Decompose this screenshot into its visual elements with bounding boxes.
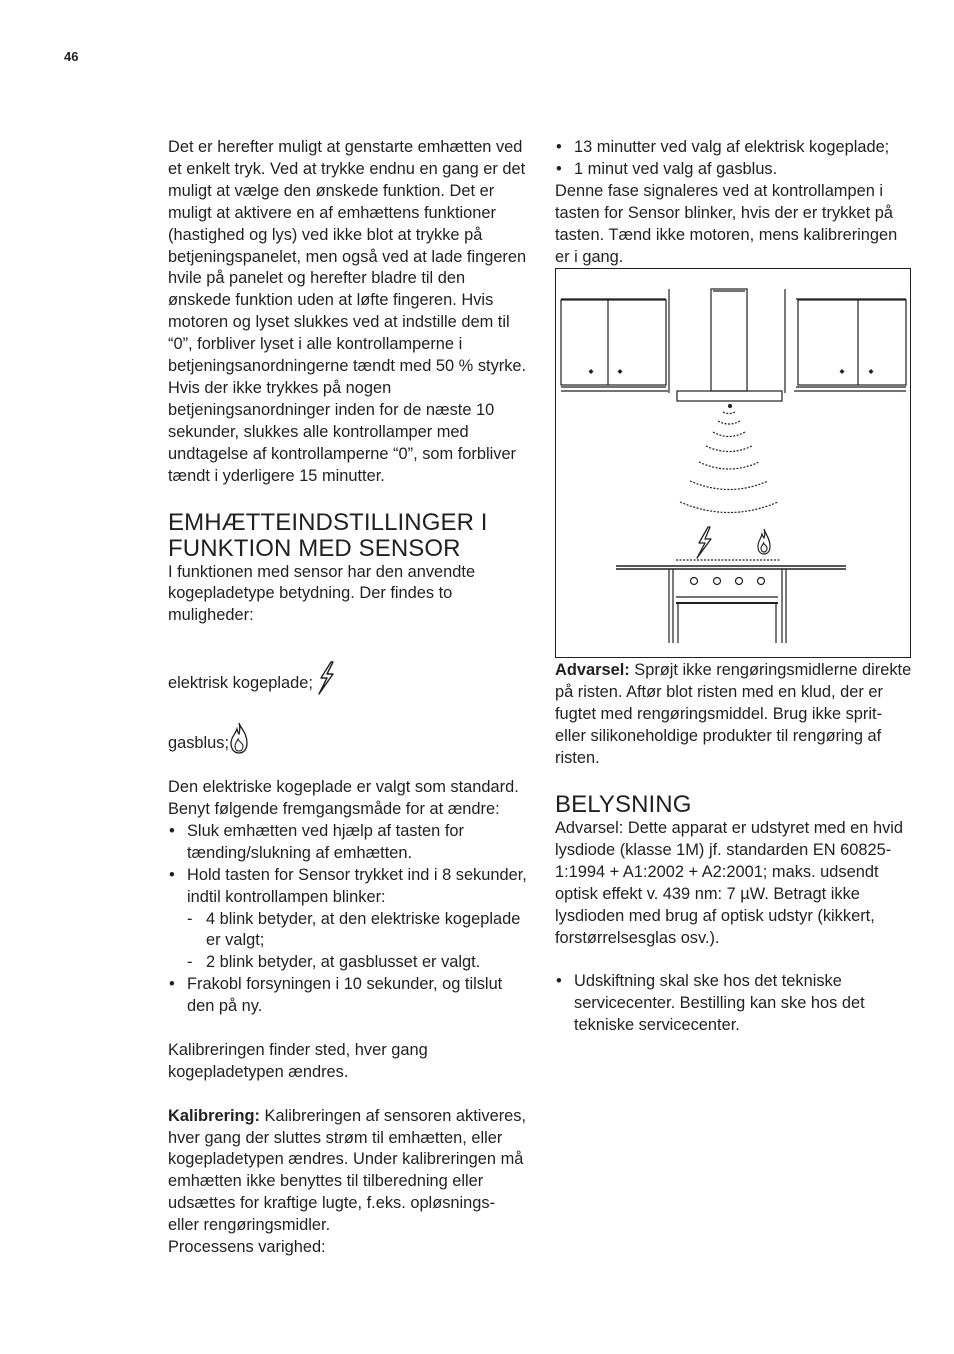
step-text: Frakobl forsyningen i 10 sekunder, og tilslut den på ny. [187, 975, 503, 1016]
phase-paragraph: Denne fase signaleres ved at kontrollampen i tasten for Sensor blinker, hvis der er trykket på tasten. Tænd ikke motoren, mens kalibreringen er i gang. [555, 181, 898, 266]
lighting-text: Udskiftning skal ske hos det tekniske servicecenter. Bestilling kan ske hos det tekniske servicecenter. [574, 972, 865, 1035]
step-text: Hold tasten for Sensor trykket ind i 8 sekunder, indtil kontrollampen blinker: [187, 865, 527, 906]
default-paragraph: Den elektriske kogeplade er valgt som standard. Benyt følgende fremgangsmåde for at ændre: [168, 778, 519, 819]
calibration-label: Kalibrering: [168, 1106, 260, 1125]
option-electric-label: elektrisk kogeplade; [168, 674, 313, 693]
duration-item [555, 137, 915, 159]
calibration-paragraph [168, 1106, 528, 1237]
flame-icon [229, 721, 249, 755]
step-item [168, 865, 528, 909]
duration-text: 1 minut ved valg af gasblus. [574, 159, 778, 178]
warning-paragraph [555, 660, 915, 770]
duration-text: 13 minutter ved valg af elektrisk kogeplade; [574, 138, 890, 156]
lighting-list [555, 971, 915, 1037]
steps-list [168, 821, 528, 909]
blink-item [168, 952, 528, 974]
calibration-change: Kalibreringen finder sted, hver gang kogepladetypen ændres. [168, 1040, 428, 1081]
durations-list [555, 137, 915, 181]
blink-text: 2 blink betyder, at gasblusset er valgt. [206, 953, 481, 972]
blink-list [168, 909, 528, 975]
duration-label: Processens varighed: [168, 1238, 326, 1257]
option-gas [168, 721, 528, 755]
steps-list-cont [168, 974, 528, 1018]
intro-paragraph: Det er herefter muligt at genstarte emhætten ved et enkelt tryk. Ved at trykke endnu en gang er det muligt at vælge den ønskede funktion. Det er muligt at aktivere en af emhættens funktioner (hastighed og lys) ved ikke blot at trykke på betjeningspanelet, men også ved at lade fingeren hvile på panelet og herefter bladre til den ønskede funktion uden at løfte fingeren. Hvis motoren og lyset slukkes ved at indstille dem til “0”, forbliver lyset i alle kontrollamperne i betjeningsanordningerne tændt med 50 % styrke. Hvis der ikke trykkes på nogen betjeningsanordninger inden for de næste 10 sekunder, slukkes alle kontrollamper med undtagelse af kontrollamperne “0”, som forbliver tændt i yderligere 15 minutter. [168, 138, 527, 485]
option-electric [168, 661, 528, 695]
duration-item [555, 159, 915, 181]
warning-text: Sprøjt ikke rengøringsmidlerne direkte på risten. Aftør blot risten med en klud, der er fugtet med rengøringsmiddel. Brug ikke sprit- eller silikoneholdige produkter til rengøring af risten. [555, 661, 912, 768]
lighting-item [555, 971, 915, 1037]
calibration-text: Kalibreringen af sensoren aktiveres, hver gang der sluttes strøm til emhætten, eller kogepladetypen ændres. Under kalibreringen må emhætten ikke benyttes til tilberedning eller udsættes for kraftige lugte, f.eks. opløsnings- eller rengøringsmidler. [168, 1106, 527, 1235]
right-column [555, 137, 915, 1037]
hood-illustration [555, 268, 911, 658]
step-item [168, 821, 528, 865]
blink-text: 4 blink betyder, at den elektriske kogeplade er valgt; [206, 909, 521, 950]
sensor-intro: I funktionen med sensor har den anvendte kogepladetype betydning. Der findes to muligheder: [168, 562, 476, 625]
step-item [168, 974, 528, 1018]
section-heading-sensor: EMHÆTTEINDSTILLINGER I FUNKTION MED SENSOR [168, 508, 488, 562]
blink-item [168, 909, 528, 953]
left-column [168, 137, 528, 1259]
hood-diagram [556, 269, 910, 657]
lightning-icon [317, 661, 335, 695]
option-gas-label: gasblus; [168, 734, 230, 753]
warning-label: Advarsel: [555, 661, 630, 680]
page-number: 46 [64, 49, 79, 64]
section-heading-lighting: BELYSNING [555, 790, 692, 818]
step-text: Sluk emhætten ved hjælp af tasten for tænding/slukning af emhætten. [187, 821, 464, 862]
light-warning: Advarsel: Dette apparat er udstyret med en hvid lysdiode (klasse 1M) jf. standarden EN 60825-1:1994 + A1:2002 + A2:2001; maks. udsendt optisk effekt v. 439 nm: 7 µW. Betragt ikke lysdioden med brug af optisk udstyr (kikkert, forstørrelsesglas osv.). [555, 818, 904, 947]
